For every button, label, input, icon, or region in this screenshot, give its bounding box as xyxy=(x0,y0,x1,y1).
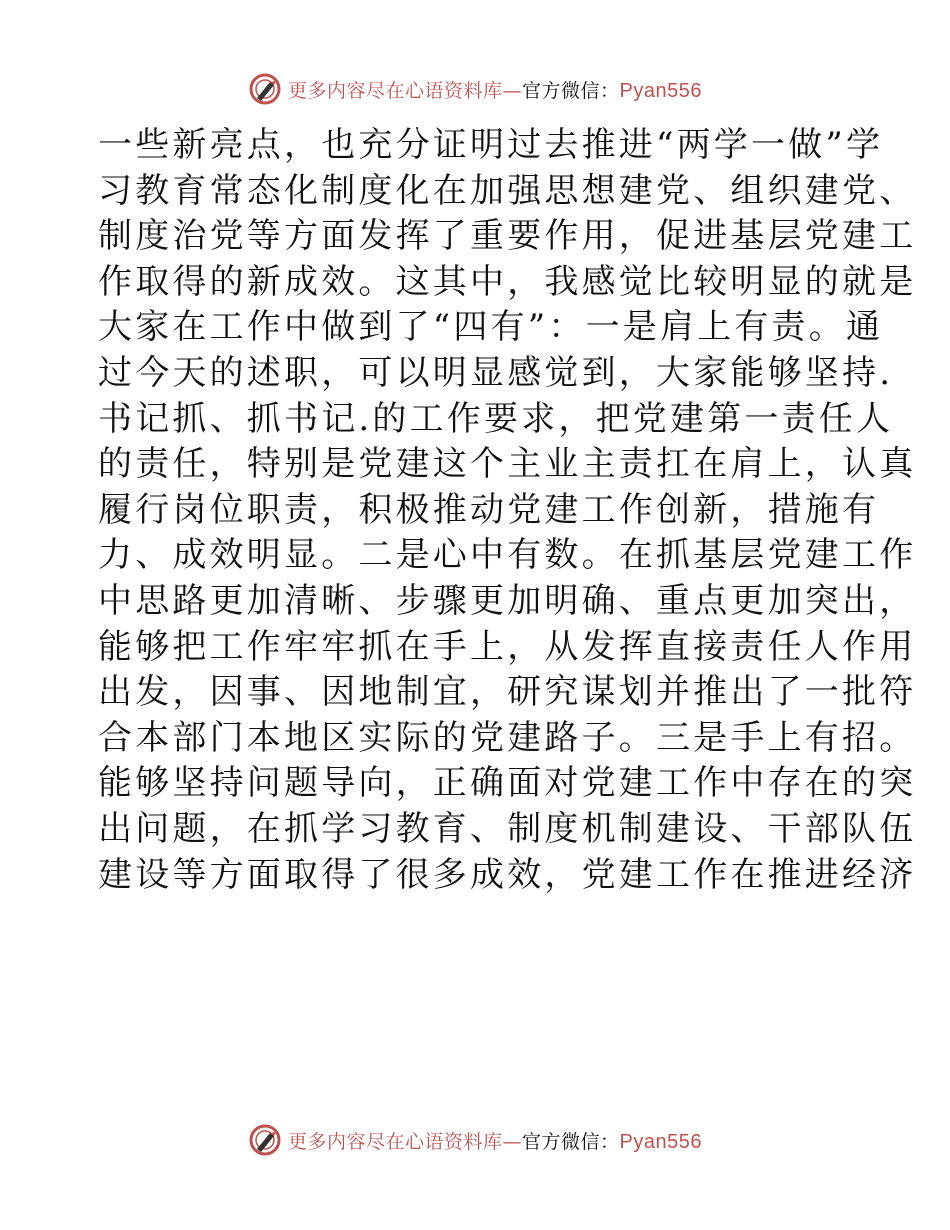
pen-in-circle-icon xyxy=(248,72,282,106)
watermark-account: Pyan556 xyxy=(619,1130,702,1153)
header-watermark xyxy=(0,72,950,106)
text-line: 书记抓、抓书记.的工作要求，把党建第一责任人 xyxy=(98,398,894,439)
watermark-account: Pyan556 xyxy=(619,79,702,102)
watermark-prefix: 更多内容尽在心语资料库— xyxy=(288,79,523,102)
text-line: 作取得的新成效。这其中，我感觉比较明显的就是 xyxy=(98,261,917,302)
watermark-middle: 官方微信： xyxy=(522,79,620,102)
text-line: 习教育常态化制度化在加强思想建党、组织建党、 xyxy=(98,170,917,211)
text-line: 制度治党等方面发挥了重要作用，促进基层党建工 xyxy=(98,216,917,257)
text-line: 的责任，特别是党建这个主业主责扛在肩上，认真 xyxy=(98,444,917,485)
text-line: 出发，因事、因地制宜，研究谋划并推出了一批符 xyxy=(98,672,917,713)
text-line: 中思路更加清晰、步骤更加明确、重点更加突出， xyxy=(98,580,917,621)
text-line: 一些新亮点，也充分证明过去推进“两学一做”学 xyxy=(98,125,884,165)
text-line: 大家在工作中做到了“四有”：一是肩上有责。通 xyxy=(98,307,884,348)
text-line: 过今天的述职，可以明显感觉到，大家能够坚持. xyxy=(98,352,894,393)
footer-watermark xyxy=(0,1123,950,1157)
text-line: 力、成效明显。二是心中有数。在抓基层党建工作 xyxy=(98,535,917,576)
text-line: 能够把工作牢牢抓在手上，从发挥直接责任人作用 xyxy=(98,626,917,667)
text-line: 出问题，在抓学习教育、制度机制建设、干部队伍 xyxy=(98,808,917,849)
watermark-text xyxy=(288,1127,702,1154)
text-line: 履行岗位职责，积极推动党建工作创新，措施有 xyxy=(98,489,880,530)
watermark-prefix: 更多内容尽在心语资料库— xyxy=(288,1130,523,1153)
text-line: 建设等方面取得了很多成效，党建工作在推进经济 xyxy=(98,854,917,895)
document-body xyxy=(98,123,917,898)
watermark-text xyxy=(288,76,702,103)
text-line: 合本部门本地区实际的党建路子。三是手上有招。 xyxy=(98,717,917,758)
watermark-middle: 官方微信： xyxy=(522,1130,620,1153)
text-line: 能够坚持问题导向，正确面对党建工作中存在的突 xyxy=(98,763,917,804)
pen-in-circle-icon xyxy=(248,1123,282,1157)
